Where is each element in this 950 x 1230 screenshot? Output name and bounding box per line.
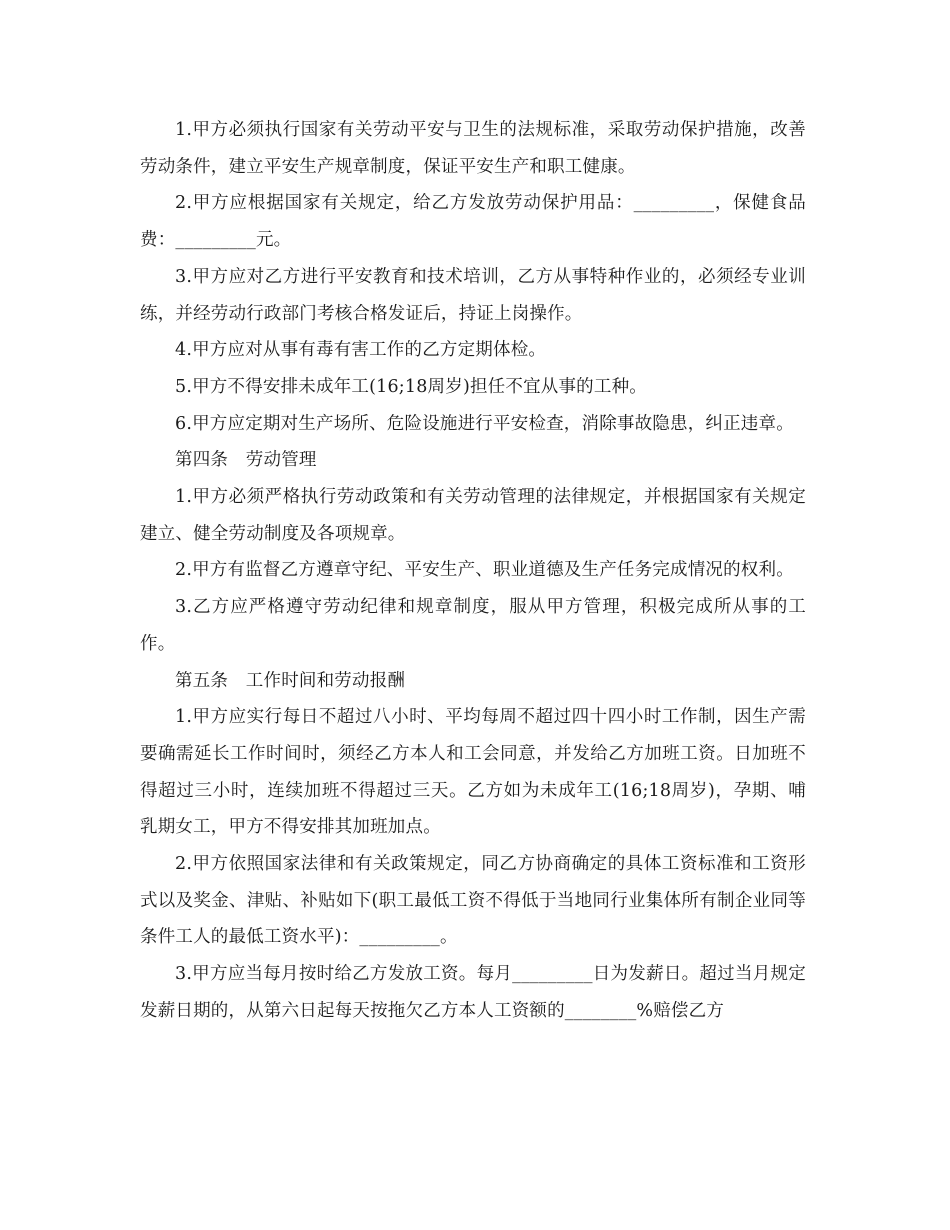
article-heading: 第四条 劳动管理 bbox=[175, 450, 317, 471]
article-heading: 第五条 工作时间和劳动报酬 bbox=[175, 670, 406, 691]
clause-paragraph: 1.甲方应实行每日不超过八小时、平均每周不超过四十四小时工作制，因生产需要确需延长工作时间时，须经乙方本人和工会同意，并发给乙方加班工资。日加班不得超过三小时，连续加班不得超过三天。乙方如为未成年工(16;18周岁)，孕期、哺乳期女工，甲方不得安排其加班加点。 bbox=[140, 707, 806, 838]
clause-paragraph: 6.甲方应定期对生产场所、危险设施进行平安检查，消除事故隐患，纠正违章。 bbox=[175, 413, 794, 434]
clause-paragraph: 4.甲方应对从事有毒有害工作的乙方定期体检。 bbox=[175, 340, 547, 361]
clause-paragraph: 3.乙方应严格遵守劳动纪律和规章制度，服从甲方管理，积极完成所从事的工作。 bbox=[140, 597, 806, 654]
clause-paragraph: 3.甲方应当每月按时给乙方发放工资。每月_________日为发薪日。超过当月规定发薪日期的，从第六日起每天按拖欠乙方本人工资额的________%赔偿乙方 bbox=[140, 964, 806, 1021]
clause-paragraph: 2.甲方依照国家法律和有关政策规定，同乙方协商确定的具体工资标准和工资形式以及奖金、津贴、补贴如下(职工最低工资不得低于当地同行业集体所有制企业同等条件工人的最低工资水平)：_________。 bbox=[140, 854, 806, 948]
clause-paragraph: 2.甲方有监督乙方遵章守纪、平安生产、职业道德及生产任务完成情况的权利。 bbox=[175, 560, 794, 581]
clause-paragraph: 2.甲方应根据国家有关规定，给乙方发放劳动保护用品：_________，保健食品费：_________元。 bbox=[140, 193, 806, 251]
clause-paragraph: 1.甲方必须严格执行劳动政策和有关劳动管理的法律规定，并根据国家有关规定建立、健全劳动制度及各项规章。 bbox=[140, 487, 806, 544]
clause-paragraph: 5.甲方不得安排未成年工(16;18周岁)担任不宜从事的工种。 bbox=[175, 376, 647, 397]
clause-paragraph: 1.甲方必须执行国家有关劳动平安与卫生的法规标准，采取劳动保护措施，改善劳动条件，建立平安生产规章制度，保证平安生产和职工健康。 bbox=[140, 120, 806, 177]
document-body bbox=[140, 112, 806, 1030]
clause-paragraph: 3.甲方应对乙方进行平安教育和技术培训，乙方从事特种作业的，必须经专业训练，并经劳动行政部门考核合格发证后，持证上岗操作。 bbox=[140, 266, 806, 324]
